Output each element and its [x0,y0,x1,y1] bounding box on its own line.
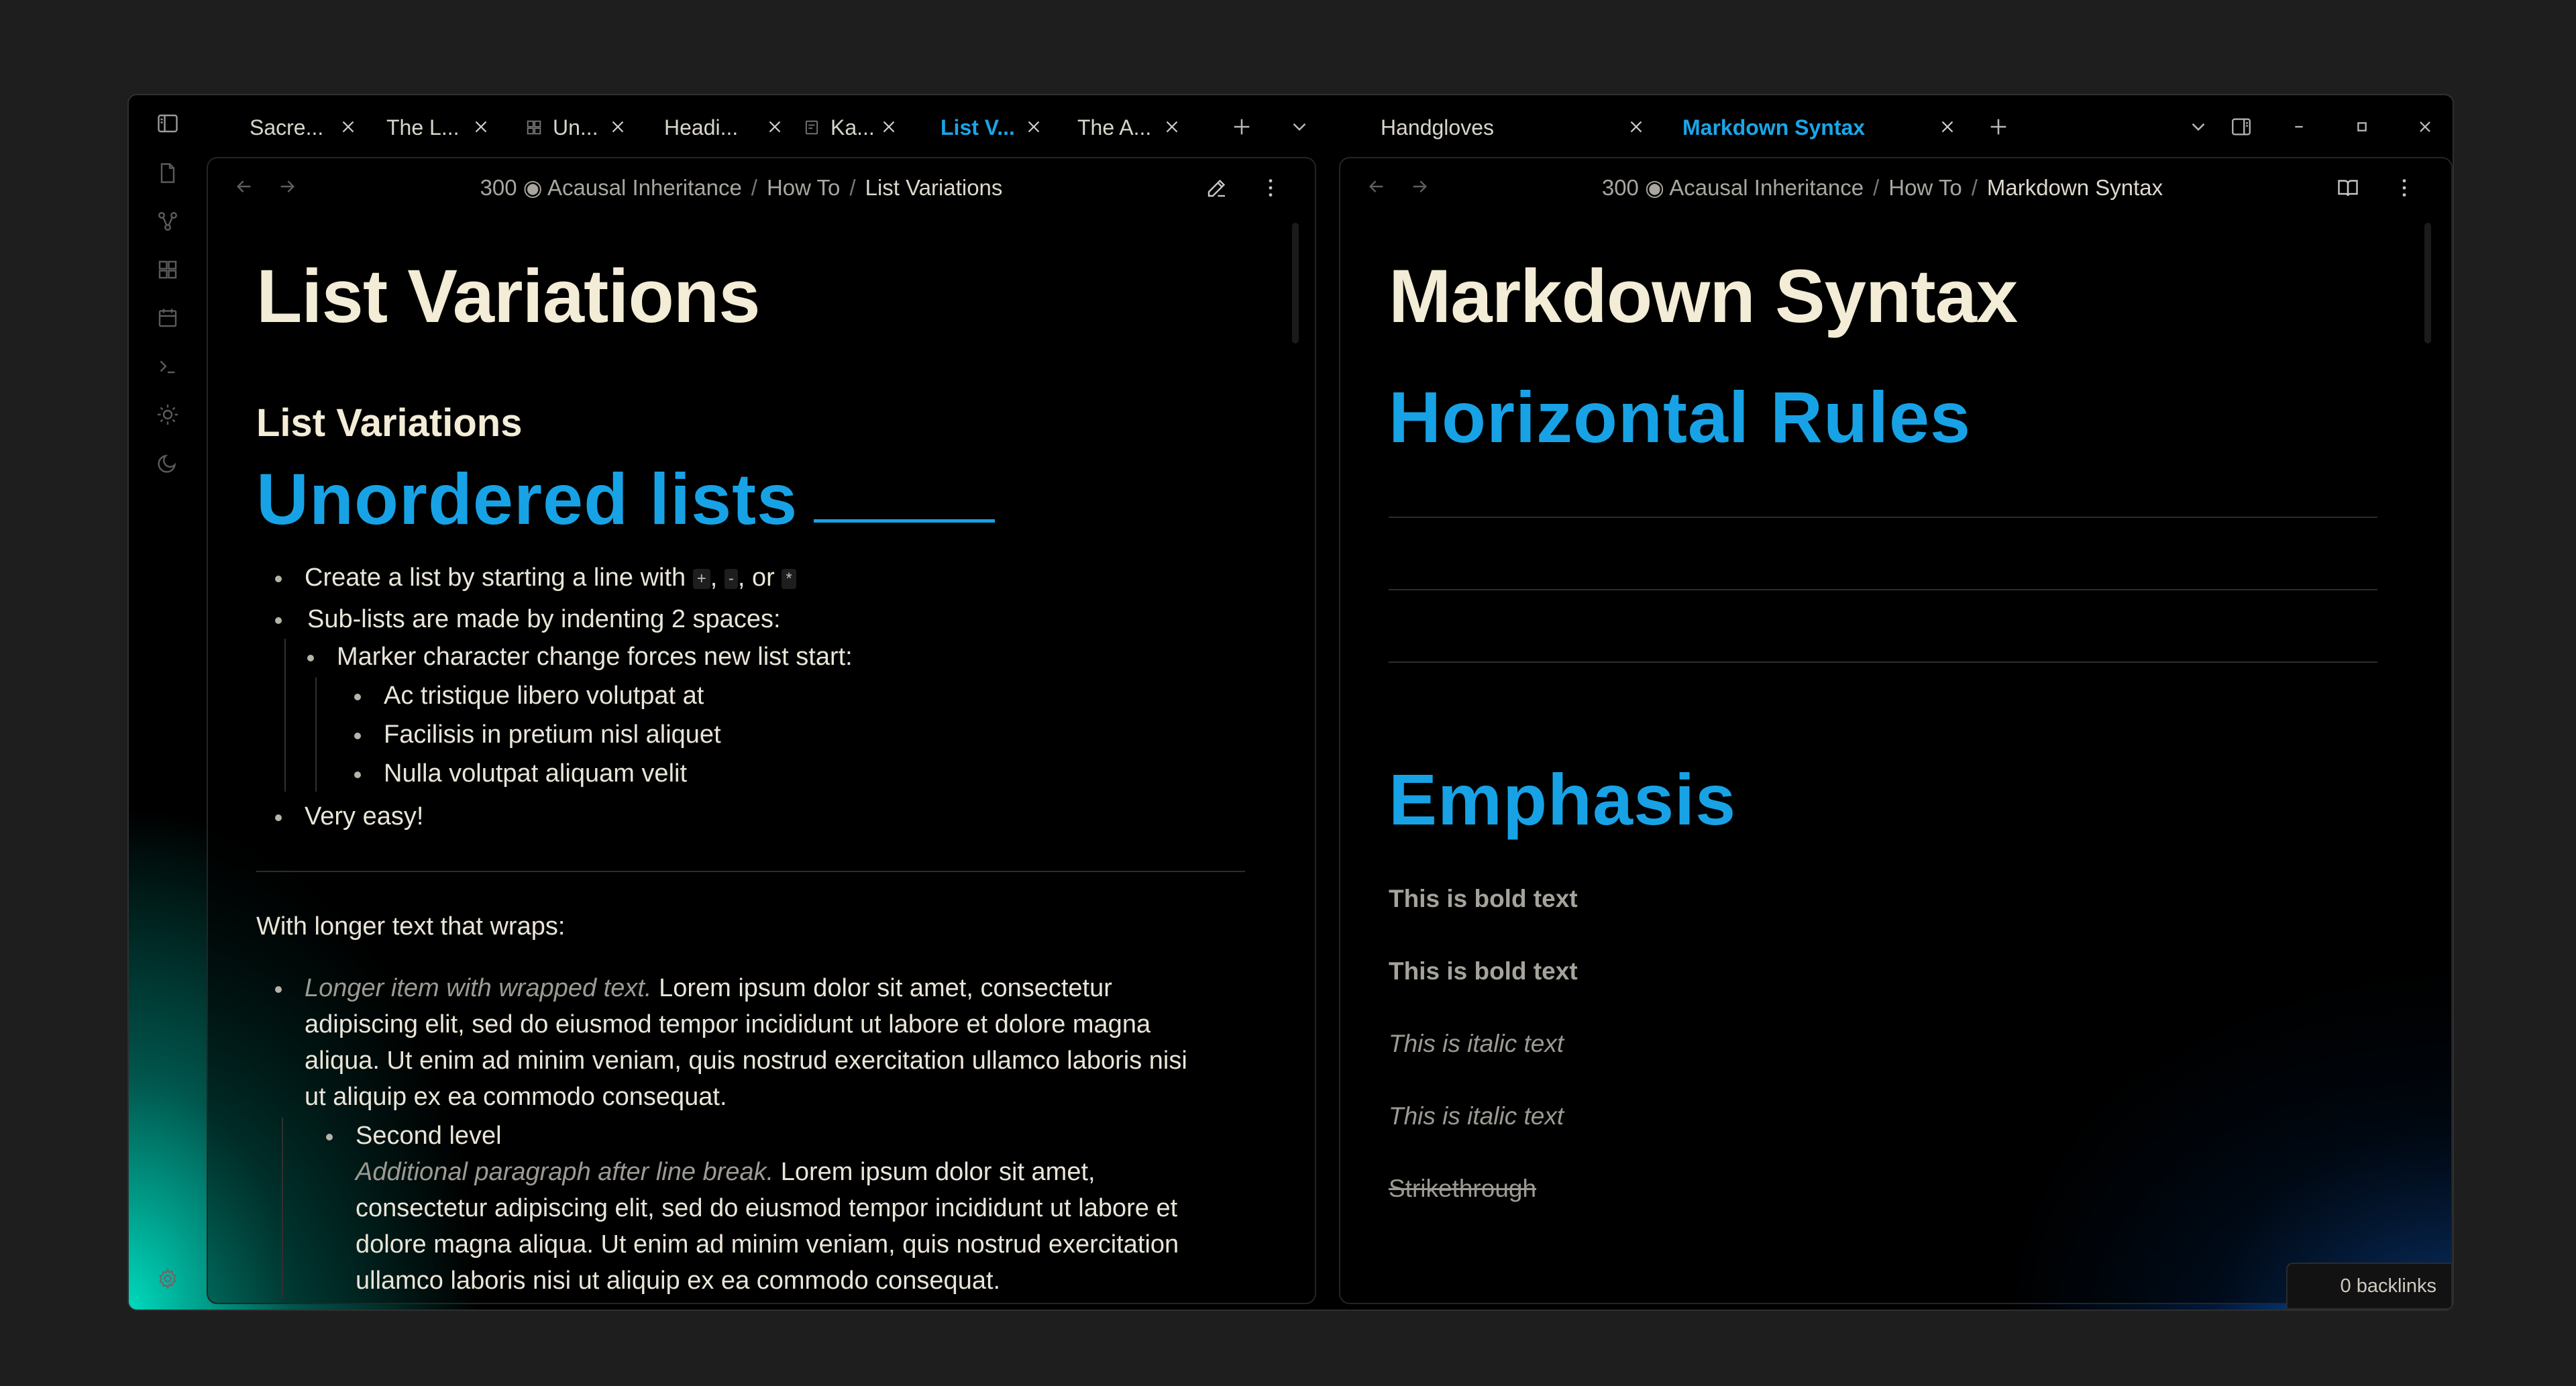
list-item: Ac tristique libero volutpat at [384,678,1248,714]
minimize-icon[interactable] [2288,115,2310,138]
tab-label: Ka... [830,115,875,140]
tab-list-variations[interactable] [941,110,1081,145]
tab-label: Headi... [664,115,739,140]
strikethrough-text: Strikethrough [1389,1175,1537,1202]
horizontal-rule [256,871,1245,872]
tab-ka[interactable] [802,110,936,145]
emphasis-examples [1389,863,2384,1225]
list-item-text: Lorem ipsum dolor sit amet, consectetur adipiscing elit, sed do eiusmod tempor incididunt ut labore et dolore magna aliqua. Ut enim ad minim veniam, quis nostrud exercitation ullamco laboris nisi ut aliquip ex ea commodo consequat. [305,974,1187,1111]
close-icon[interactable] [1626,117,1646,137]
list-item: Facilisis in pretium nisl aliquet [384,716,1248,753]
breadcrumb-current[interactable]: List Variations [865,175,1003,200]
list-item-text: Create a list by starting a line with [305,564,693,592]
close-icon[interactable] [608,117,628,137]
calendar-icon[interactable] [154,305,181,331]
close-icon[interactable] [879,117,899,137]
list-item [305,601,1248,792]
bold-text: This is bold text [1389,885,1578,912]
tab-sacre[interactable] [250,110,390,145]
list-item-text: , or [737,564,782,592]
list-item-text: , [710,564,724,592]
italic-text: This is italic text [1389,1102,1564,1130]
inline-code: + [693,569,710,589]
breadcrumb-current[interactable]: Markdown Syntax [1986,175,2163,200]
italic-text: Longer item with wrapped text. [305,974,652,1002]
tab-label: Markdown Syntax [1682,115,1866,140]
graph-icon[interactable] [154,208,181,235]
moon-icon[interactable] [154,449,181,476]
bold-text: This is bold text [1389,957,1578,985]
breadcrumb-item[interactable]: How To [1888,175,1962,200]
list-item-text: Second level [356,1122,502,1150]
scrollbar[interactable] [2424,223,2431,343]
close-icon[interactable] [1162,117,1182,137]
breadcrumb: 300 ◉ Acausal Inheritance / How To / Markdown Syntax [1601,175,2163,200]
section-heading: Horizontal Rules [1389,376,1972,458]
inline-code: * [782,569,796,589]
list-item [337,639,1248,792]
pane-header [208,158,1315,216]
list-item [305,559,1248,596]
section-heading-row [256,458,1248,539]
nested-list [284,639,1248,792]
sun-icon[interactable] [154,401,181,428]
close-icon[interactable] [1024,117,1044,137]
subheading: List Variations [256,401,523,445]
note-content [256,216,1248,1303]
section-heading: Unordered lists [256,458,798,539]
new-tab-plus-icon[interactable] [1230,115,1253,138]
note-title: Markdown Syntax [1389,254,2018,338]
tab-un[interactable] [525,110,659,145]
close-icon[interactable] [338,117,358,137]
file-icon[interactable] [154,160,181,186]
list-item: Nulla volutpat aliquam velit [384,755,1248,792]
scrollbar[interactable] [1292,223,1299,343]
list-item-text: Marker character change forces new list start: [337,643,853,671]
horizontal-rule [1389,517,2377,518]
note-content [1389,216,2384,1303]
unordered-list [256,559,1248,835]
chevron-down-icon[interactable] [2187,115,2210,138]
reading-view-book-icon[interactable] [2336,176,2360,200]
nested-list [282,1118,1195,1299]
close-icon[interactable] [1937,117,1957,137]
settings-gear-icon[interactable] [154,1265,181,1292]
heading-decoration [814,519,995,523]
maximize-icon[interactable] [2351,115,2373,138]
tab-label: Sacre... [250,115,324,140]
more-options-icon[interactable] [1258,176,1283,200]
list-item [305,970,1195,1299]
unordered-list [256,970,1195,1299]
paragraph: With longer text that wraps: [256,912,566,941]
right-reading-pane [1339,157,2453,1304]
section-heading: Emphasis [1389,759,1737,840]
ribbon [129,95,204,1311]
italic-text: Additional paragraph after line break. [356,1158,774,1186]
document-icon [802,118,821,137]
tab-markdown-syntax[interactable] [1682,110,1978,145]
terminal-icon[interactable] [154,353,181,380]
horizontal-rule [1389,661,2377,663]
close-icon[interactable] [765,117,785,137]
canvas-icon[interactable] [154,256,181,283]
list-item: Very easy! [305,798,1248,835]
list-item-text: Lorem ipsum dolor sit amet, consectetur adipiscing elit, sed do eiusmod tempor incididunt ut labore et dolore magna aliqua. Ut enim ad minim veniam, quis nostrud exercitation ullamco laboris nisi ut aliquip ex ea commodo consequat. [356,1158,1179,1295]
list-item [356,1118,1195,1299]
list-item-text: Sub-lists are made by indenting 2 spaces: [307,605,781,633]
pane-header [1340,158,2451,216]
close-icon[interactable] [471,117,491,137]
nested-list [315,678,1248,792]
new-tab-plus-icon[interactable] [1987,115,2010,138]
edit-pencil-icon[interactable] [1205,176,1229,200]
tab-the-l[interactable] [386,110,521,145]
more-options-icon[interactable] [2392,176,2416,200]
tab-headi[interactable] [664,110,805,145]
tab-bar [129,95,2453,158]
tab-label: Handgloves [1381,115,1494,140]
chevron-down-icon[interactable] [1288,115,1311,138]
right-sidebar-toggle-icon[interactable] [2230,115,2253,138]
tab-label: The L... [386,115,460,140]
tab-the-a[interactable] [1077,110,1218,145]
tab-handgloves[interactable] [1381,110,1662,145]
inline-code: - [724,569,738,589]
tab-label: Un... [553,115,598,140]
horizontal-rule [1389,589,2377,590]
breadcrumb-item[interactable]: How To [766,175,841,200]
window-close-icon[interactable] [2414,115,2436,138]
breadcrumb-item[interactable]: 300 ◉ Acausal Inheritance [1601,175,1864,200]
grid-icon [525,118,543,137]
app-window [127,94,2454,1311]
status-bar-backlinks[interactable]: 0 backlinks [2286,1263,2453,1310]
tab-label: The A... [1077,115,1152,140]
tab-label: List V... [941,115,1015,140]
note-title: List Variations [256,254,760,338]
breadcrumb: 300 ◉ Acausal Inheritance / How To / List Variations [480,175,1003,200]
breadcrumb-item[interactable]: 300 ◉ Acausal Inheritance [480,175,742,200]
left-editor-pane [207,157,1316,1304]
italic-text: This is italic text [1389,1030,1564,1057]
